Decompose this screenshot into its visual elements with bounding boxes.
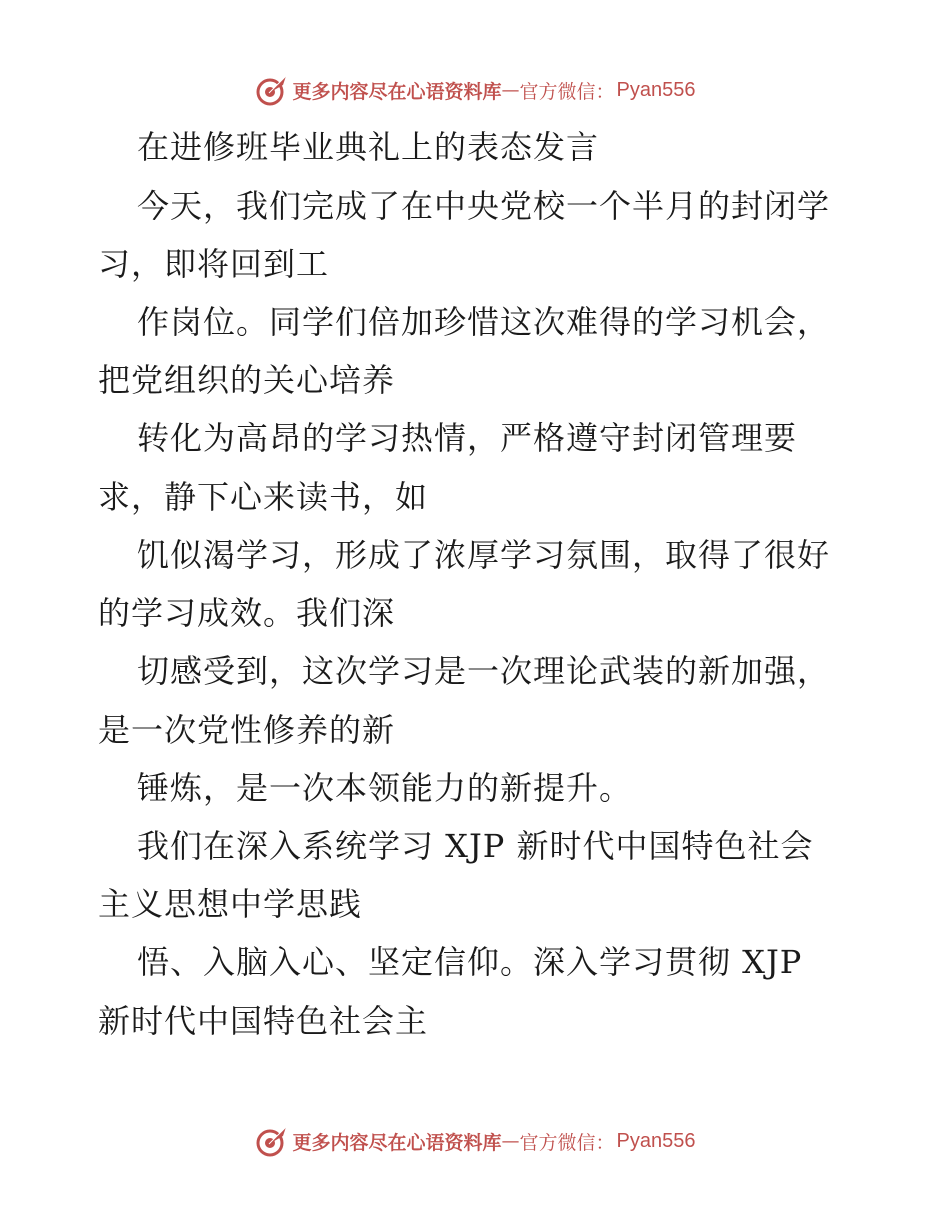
text-line: 习，即将回到工 xyxy=(98,245,330,283)
banner-separator: — xyxy=(501,79,520,101)
text-line: 切感受到，这次学习是一次理论武装的新加强， xyxy=(137,652,831,690)
banner-text: 更多内容尽在心语资料库 xyxy=(292,80,502,103)
banner-wechat-id: Pyan556 xyxy=(616,78,696,101)
banner-wechat-label: 官方微信： xyxy=(519,80,615,103)
document-title: 在进修班毕业典礼上的表态发言 xyxy=(137,128,600,166)
header-banner xyxy=(0,70,950,110)
text-line: 是一次党性修养的新 xyxy=(98,711,396,749)
banner-wechat-label: 官方微信： xyxy=(519,1131,615,1154)
text-line: 求，静下心来读书，如 xyxy=(98,478,429,516)
text-line: 今天，我们完成了在中央党校一个半月的封闭学 xyxy=(137,187,831,225)
text-line: 转化为高昂的学习热情，严格遵守封闭管理要 xyxy=(137,419,798,457)
footer-banner xyxy=(0,1121,950,1161)
banner-text: 更多内容尽在心语资料库 xyxy=(292,1131,502,1154)
text-line: 主义思想中学思践 xyxy=(98,885,363,923)
quill-logo-icon xyxy=(255,1124,289,1158)
text-line: 锤炼，是一次本领能力的新提升。 xyxy=(137,769,633,807)
quill-logo-icon xyxy=(255,73,289,107)
text-line: 把党组织的关心培养 xyxy=(98,361,396,399)
banner-wechat-id: Pyan556 xyxy=(616,1129,696,1152)
text-line: 悟、入脑入心、坚定信仰。深入学习贯彻 XJP xyxy=(137,943,803,981)
text-line: 新时代中国特色社会主 xyxy=(98,1002,429,1040)
banner-separator: — xyxy=(501,1130,520,1152)
text-line: 作岗位。同学们倍加珍惜这次难得的学习机会， xyxy=(137,303,831,341)
text-line: 我们在深入系统学习 XJP 新时代中国特色社会 xyxy=(137,827,814,865)
text-line: 的学习成效。我们深 xyxy=(98,594,396,632)
text-line: 饥似渴学习，形成了浓厚学习氛围，取得了很好 xyxy=(137,536,831,574)
